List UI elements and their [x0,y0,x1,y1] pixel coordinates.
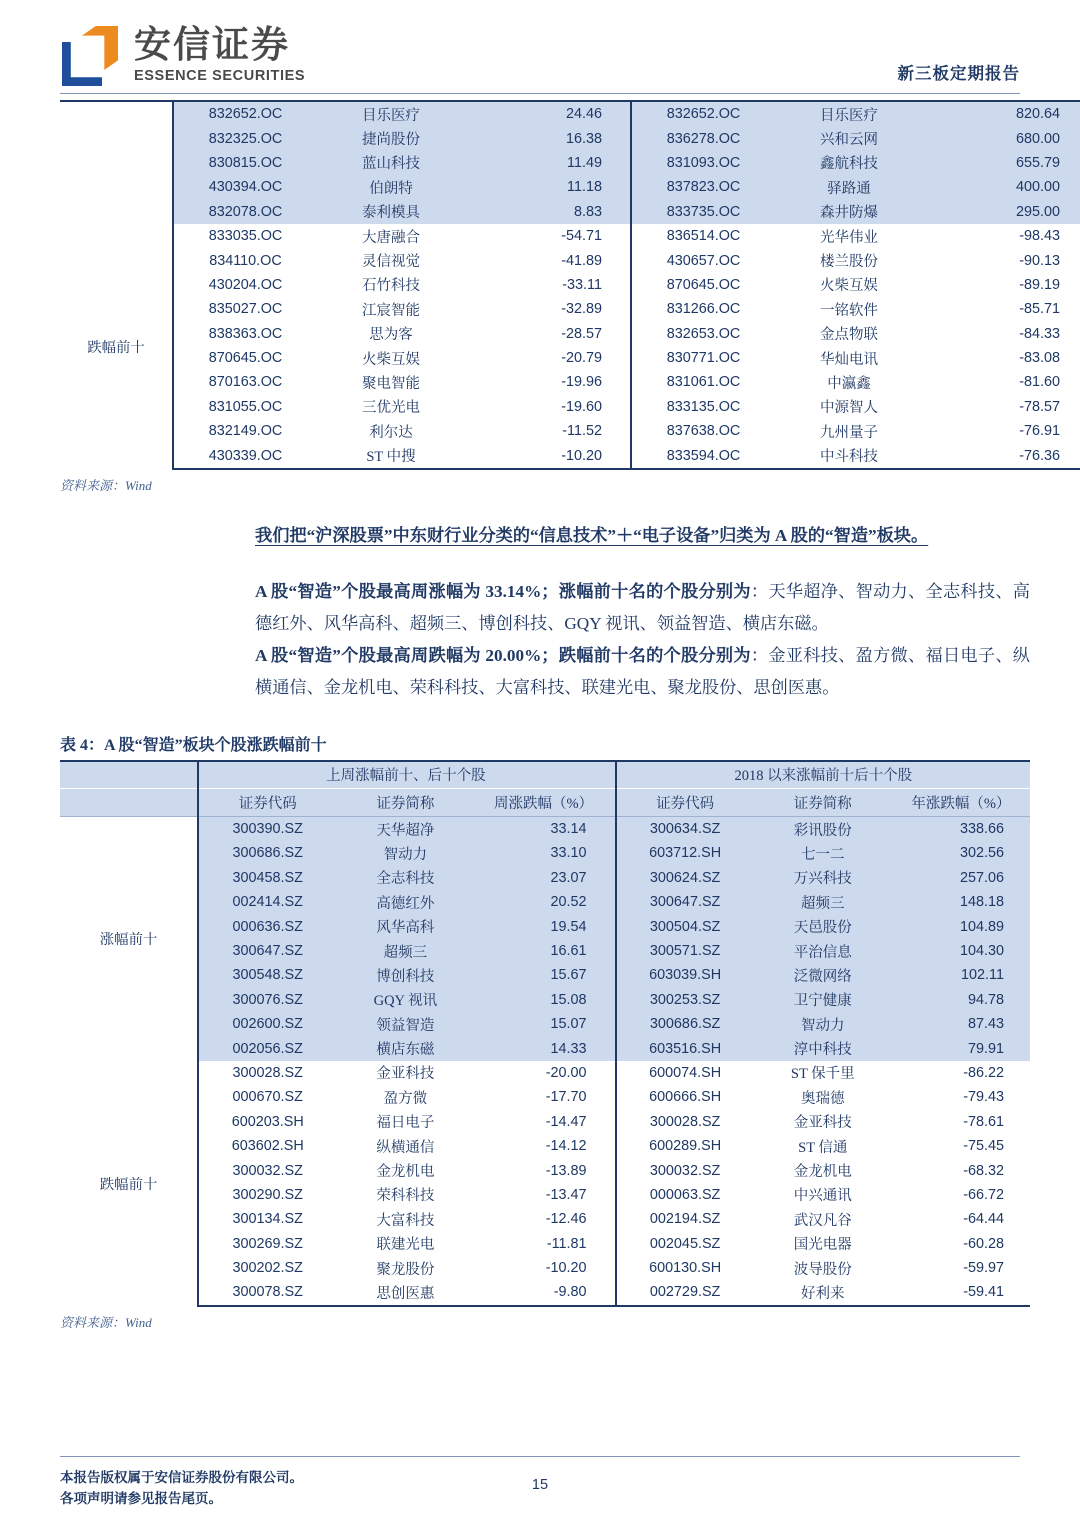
table-row [60,370,1080,394]
table-row [60,1280,1030,1305]
cell-value: 19.54 [474,914,612,938]
cell-value: -11.81 [474,1232,612,1256]
cell-name: 金点物联 [775,322,923,346]
table-3-body [60,101,1080,469]
cell-value: -12.46 [474,1207,612,1231]
cell-value: -98.43 [923,224,1080,248]
cell-code: 832078.OC [173,200,317,224]
cell-code: 300269.SZ [198,1232,336,1256]
cell-name: 目乐医疗 [317,101,465,126]
cell-code: 836278.OC [631,126,775,150]
cell-value: 104.30 [892,939,1030,963]
table-4-head [60,761,1030,817]
cell-value: -81.60 [923,370,1080,394]
cell-name: 聚龙股份 [336,1256,474,1280]
cell-code: 830771.OC [631,346,775,370]
cell-code: 002600.SZ [198,1012,336,1036]
table-row [60,841,1030,865]
logo-english-name: ESSENCE SECURITIES [134,68,306,84]
cell-name: 纵横通信 [336,1134,474,1158]
cell-code: 832652.OC [173,101,317,126]
cell-name: 一铭软件 [775,297,923,321]
cell-value: 11.49 [465,151,628,175]
cell-value: -14.47 [474,1110,612,1134]
cell-value: -60.28 [892,1232,1030,1256]
cell-name: 盈方微 [336,1085,474,1109]
cell-code: 831266.OC [631,297,775,321]
table-header-columns-row [60,788,1030,816]
cell-value: 33.14 [474,816,612,841]
table-row [60,443,1080,468]
cell-name: 荣科科技 [336,1183,474,1207]
cell-code: 300028.SZ [616,1110,754,1134]
cell-value: -79.43 [892,1085,1030,1109]
cell-name: 金亚科技 [754,1110,892,1134]
cell-code: 300571.SZ [616,939,754,963]
cell-value: -10.20 [465,443,628,468]
cell-code: 831055.OC [173,395,317,419]
cell-value: 24.46 [465,101,628,126]
cell-name: 兴和云网 [775,126,923,150]
cell-code: 300634.SZ [616,816,754,841]
cell-code: 837823.OC [631,175,775,199]
cell-name: 三优光电 [317,395,465,419]
cell-code: 603516.SH [616,1036,754,1060]
cell-name: 光华伟业 [775,224,923,248]
cell-code: 430657.OC [631,248,775,272]
cell-name: 波导股份 [754,1256,892,1280]
table-4-body [60,816,1030,1305]
cell-name: 淳中科技 [754,1036,892,1060]
cell-code: 832652.OC [631,101,775,126]
cell-name: ST 保千里 [754,1061,892,1085]
cell-value: -84.33 [923,322,1080,346]
cell-code: 300134.SZ [198,1207,336,1231]
table-row [60,200,1080,224]
header-corner-blank [60,761,198,789]
copyright-line-1: 本报告版权属于安信证券股份有限公司。 [60,1470,303,1485]
cell-code: 870645.OC [631,273,775,297]
cell-name: 金龙机电 [336,1158,474,1182]
cell-name: 武汉凡谷 [754,1207,892,1231]
cell-code: 830815.OC [173,151,317,175]
cell-value: 15.07 [474,1012,612,1036]
row-group-label-down: 跌幅前十 [60,224,173,469]
cell-value: 15.08 [474,988,612,1012]
cell-code: 831061.OC [631,370,775,394]
cell-name: 九州量子 [775,419,923,443]
cell-code: 603602.SH [198,1134,336,1158]
cell-code: 832325.OC [173,126,317,150]
cell-code: 000670.SZ [198,1085,336,1109]
cell-name: 奥瑞德 [754,1085,892,1109]
cell-name: 天邑股份 [754,914,892,938]
header-col-code-right: 证券代码 [616,788,754,816]
cell-value: -78.61 [892,1110,1030,1134]
table-4 [60,760,1030,1307]
cell-code: 834110.OC [173,248,317,272]
table-row [60,224,1080,248]
cell-code: 600074.SH [616,1061,754,1085]
cell-code: 430394.OC [173,175,317,199]
table-row [60,395,1080,419]
page-header [55,0,1025,100]
cell-value: -13.47 [474,1183,612,1207]
row-group-label-down: 跌幅前十 [60,1061,198,1306]
cell-value: -20.79 [465,346,628,370]
cell-name: 灵信视觉 [317,248,465,272]
cell-name: 博创科技 [336,963,474,987]
header-divider [60,93,1020,94]
cell-name: 平治信息 [754,939,892,963]
cell-name: 目乐医疗 [775,101,923,126]
table-header-group-row [60,761,1030,789]
cell-code: 300390.SZ [198,816,336,841]
cell-name: 金亚科技 [336,1061,474,1085]
cell-value: 338.66 [892,816,1030,841]
cell-value: -28.57 [465,322,628,346]
cell-code: 600203.SH [198,1110,336,1134]
cell-value: 15.67 [474,963,612,987]
header-col-name-left: 证券简称 [336,788,474,816]
cell-value: -9.80 [474,1280,612,1305]
cell-code: 837638.OC [631,419,775,443]
cell-value: -75.45 [892,1134,1030,1158]
cell-value: -11.52 [465,419,628,443]
cell-name: 伯朗特 [317,175,465,199]
cell-value: -68.32 [892,1158,1030,1182]
table-3-continued [60,100,1080,470]
cell-name: 中瀛鑫 [775,370,923,394]
cell-value: 104.89 [892,914,1030,938]
cell-value: -17.70 [474,1085,612,1109]
table-row [60,1207,1030,1231]
cell-name: 卫宁健康 [754,988,892,1012]
paragraph-definition: 我们把“沪深股票”中东财行业分类的“信息技术”＋“电子设备”归类为 A 股的“智造”板块。 [255,525,929,545]
cell-name: 石竹科技 [317,273,465,297]
table-4-source: 资料来源：Wind [60,1314,152,1330]
cell-name: 华灿电讯 [775,346,923,370]
cell-name: 万兴科技 [754,866,892,890]
cell-value: -85.71 [923,297,1080,321]
cell-value: 14.33 [474,1036,612,1060]
cell-value: -90.13 [923,248,1080,272]
header-group-right: 2018 以来涨幅前十后十个股 [616,761,1030,789]
cell-value: 11.18 [465,175,628,199]
cell-name: 聚电智能 [317,370,465,394]
table-row [60,1085,1030,1109]
cell-value: 400.00 [923,175,1080,199]
cell-name: 彩讯股份 [754,816,892,841]
cell-value: 102.11 [892,963,1030,987]
cell-code: 300028.SZ [198,1061,336,1085]
cell-name: 全志科技 [336,866,474,890]
cell-value: -54.71 [465,224,628,248]
cell-name: 智动力 [336,841,474,865]
cell-name: 大唐融合 [317,224,465,248]
table-row [60,988,1030,1012]
cell-value: -32.89 [465,297,628,321]
paragraph-losers-bold: A 股“智造”个股最高周跌幅为 20.00%；跌幅前十名的个股分别为 [255,645,751,665]
header-col-year-change: 年涨跌幅（%） [892,788,1030,816]
cell-code: 002056.SZ [198,1036,336,1060]
cell-value: -86.22 [892,1061,1030,1085]
cell-name: 鑫航科技 [775,151,923,175]
cell-name: 泛微网络 [754,963,892,987]
cell-code: 831093.OC [631,151,775,175]
cell-name: ST 中搜 [317,443,465,468]
cell-code: 833594.OC [631,443,775,468]
cell-name: 七一二 [754,841,892,865]
cell-value: 655.79 [923,151,1080,175]
table-row [60,419,1080,443]
company-logo [60,24,305,86]
table-row [60,322,1080,346]
cell-code: 600666.SH [616,1085,754,1109]
cell-value: -41.89 [465,248,628,272]
cell-name: 福日电子 [336,1110,474,1134]
table-row [60,175,1080,199]
cell-value: -89.19 [923,273,1080,297]
page-footer [60,1456,1020,1509]
cell-code: 430339.OC [173,443,317,468]
header-col-name-right: 证券简称 [754,788,892,816]
table-row [60,914,1030,938]
cell-value: 33.10 [474,841,612,865]
cell-value: -14.12 [474,1134,612,1158]
cell-code: 833135.OC [631,395,775,419]
logo-chinese-name: 安信证券 [134,24,290,66]
cell-name: 金龙机电 [754,1158,892,1182]
cell-value: -13.89 [474,1158,612,1182]
cell-value: -19.96 [465,370,628,394]
cell-code: 300202.SZ [198,1256,336,1280]
cell-code: 838363.OC [173,322,317,346]
cell-code: 300686.SZ [198,841,336,865]
cell-code: 835027.OC [173,297,317,321]
cell-code: 603039.SH [616,963,754,987]
table-3-source: 资料来源：Wind [60,477,152,493]
paragraph-gainers-bold: A 股“智造”个股最高周涨幅为 33.14%；涨幅前十名的个股分别为 [255,581,751,601]
cell-name: 火柴互娱 [317,346,465,370]
cell-value: 302.56 [892,841,1030,865]
cell-value: -33.11 [465,273,628,297]
table-row [60,890,1030,914]
cell-code: 300624.SZ [616,866,754,890]
footer-content [60,1467,1020,1509]
table-row [60,1232,1030,1256]
cell-value: 94.78 [892,988,1030,1012]
header-group-left: 上周涨幅前十、后十个股 [198,761,612,789]
cell-code: 000636.SZ [198,914,336,938]
cell-code: 300458.SZ [198,866,336,890]
cell-value: -78.57 [923,395,1080,419]
cell-value: -76.36 [923,443,1080,468]
cell-code: 002729.SZ [616,1280,754,1305]
cell-value: 148.18 [892,890,1030,914]
cell-code: 833035.OC [173,224,317,248]
table-row [60,273,1080,297]
logo-text [134,26,305,86]
cell-value: 257.06 [892,866,1030,890]
cell-name: 中斗科技 [775,443,923,468]
cell-name: 高德红外 [336,890,474,914]
cell-name: 泰利模具 [317,200,465,224]
cell-name: 中源智人 [775,395,923,419]
cell-name: 中兴通讯 [754,1183,892,1207]
row-group-label-up: 涨幅前十 [60,816,198,1060]
cell-code: 832149.OC [173,419,317,443]
cell-name: 智动力 [754,1012,892,1036]
cell-name: 风华高科 [336,914,474,938]
cell-code: 300647.SZ [616,890,754,914]
table-row [60,101,1080,126]
cell-code: 600289.SH [616,1134,754,1158]
cell-code: 300504.SZ [616,914,754,938]
table-row [60,963,1030,987]
cell-code: 300032.SZ [616,1158,754,1182]
logo-orange-shape [82,26,118,70]
cell-value: -19.60 [465,395,628,419]
cell-name: 大富科技 [336,1207,474,1231]
cell-name: 江宸智能 [317,297,465,321]
header-corner-blank [60,788,198,816]
cell-value: -20.00 [474,1061,612,1085]
cell-code: 833735.OC [631,200,775,224]
cell-code: 832653.OC [631,322,775,346]
table-row [60,939,1030,963]
table-4-caption: 表 4：A 股“智造”板块个股涨跌幅前十 [60,736,327,754]
table-row [60,1012,1030,1036]
cell-code: 600130.SH [616,1256,754,1280]
cell-code: 000063.SZ [616,1183,754,1207]
cell-name: 利尔达 [317,419,465,443]
paragraph-losers [255,640,1030,704]
table-row [60,1061,1030,1085]
cell-value: 295.00 [923,200,1080,224]
analysis-text-block [255,520,1030,704]
cell-value: -59.97 [892,1256,1030,1280]
cell-code: 002194.SZ [616,1207,754,1231]
cell-value: -66.72 [892,1183,1030,1207]
table-row [60,126,1080,150]
paragraph-spacer [255,552,1030,576]
cell-value: 20.52 [474,890,612,914]
header-col-week-change: 周涨跌幅（%） [474,788,612,816]
cell-name: 超频三 [336,939,474,963]
cell-code: 430204.OC [173,273,317,297]
table-row [60,297,1080,321]
copyright-line-2: 各项声明请参见报告尾页。 [60,1491,222,1506]
cell-name: 思为客 [317,322,465,346]
cell-name: ST 信通 [754,1134,892,1158]
cell-name: 捷尚股份 [317,126,465,150]
document-type-label: 新三板定期报告 [897,64,1020,83]
cell-value: 87.43 [892,1012,1030,1036]
table-row [60,1183,1030,1207]
cell-name: 森井防爆 [775,200,923,224]
paragraph-gainers-list: ：天华超净、智动力、全志科技、高德红外、风华高科、超频三、博创科技、GQY 视讯、领益智造、横店东磁。 [255,581,1030,633]
page-number: 15 [531,1477,549,1493]
cell-code: 300686.SZ [616,1012,754,1036]
paragraph-gainers [255,576,1030,640]
logo-blue-shape [62,42,102,86]
table-row [60,346,1080,370]
cell-value: 680.00 [923,126,1080,150]
row-group-label-up [60,101,173,224]
table-row [60,1158,1030,1182]
cell-code: 300032.SZ [198,1158,336,1182]
cell-code: 300253.SZ [616,988,754,1012]
cell-value: -64.44 [892,1207,1030,1231]
cell-code: 836514.OC [631,224,775,248]
cell-name: 联建光电 [336,1232,474,1256]
cell-value: 820.64 [923,101,1080,126]
footer-divider [60,1456,1020,1457]
table-row [60,1110,1030,1134]
cell-name: GQY 视讯 [336,988,474,1012]
cell-code: 300078.SZ [198,1280,336,1305]
table-row [60,816,1030,841]
cell-name: 楼兰股份 [775,248,923,272]
cell-name: 领益智造 [336,1012,474,1036]
cell-code: 870163.OC [173,370,317,394]
paragraph-losers-list: ：金亚科技、盈方微、福日电子、纵横通信、金龙机电、荣科科技、大富科技、联建光电、聚龙股份、思创医惠。 [255,645,1030,697]
cell-name: 思创医惠 [336,1280,474,1305]
cell-value: 16.61 [474,939,612,963]
table-row [60,1036,1030,1060]
cell-code: 300548.SZ [198,963,336,987]
table-row [60,866,1030,890]
cell-code: 603712.SH [616,841,754,865]
cell-code: 002414.SZ [198,890,336,914]
cell-name: 驿路通 [775,175,923,199]
cell-value: 16.38 [465,126,628,150]
cell-name: 超频三 [754,890,892,914]
cell-code: 300647.SZ [198,939,336,963]
cell-name: 好利来 [754,1280,892,1305]
cell-code: 300076.SZ [198,988,336,1012]
cell-value: -83.08 [923,346,1080,370]
cell-value: 79.91 [892,1036,1030,1060]
table-row [60,1256,1030,1280]
cell-name: 横店东磁 [336,1036,474,1060]
cell-value: 23.07 [474,866,612,890]
header-col-code-left: 证券代码 [198,788,336,816]
cell-name: 火柴互娱 [775,273,923,297]
cell-code: 300290.SZ [198,1183,336,1207]
cell-value: -76.91 [923,419,1080,443]
essence-logo-mark-icon [60,24,120,86]
table-row [60,248,1080,272]
cell-name: 蓝山科技 [317,151,465,175]
cell-code: 870645.OC [173,346,317,370]
cell-name: 国光电器 [754,1232,892,1256]
cell-code: 002045.SZ [616,1232,754,1256]
table-row [60,151,1080,175]
cell-value: 8.83 [465,200,628,224]
cell-value: -59.41 [892,1280,1030,1305]
table-row [60,1134,1030,1158]
cell-name: 天华超净 [336,816,474,841]
cell-value: -10.20 [474,1256,612,1280]
